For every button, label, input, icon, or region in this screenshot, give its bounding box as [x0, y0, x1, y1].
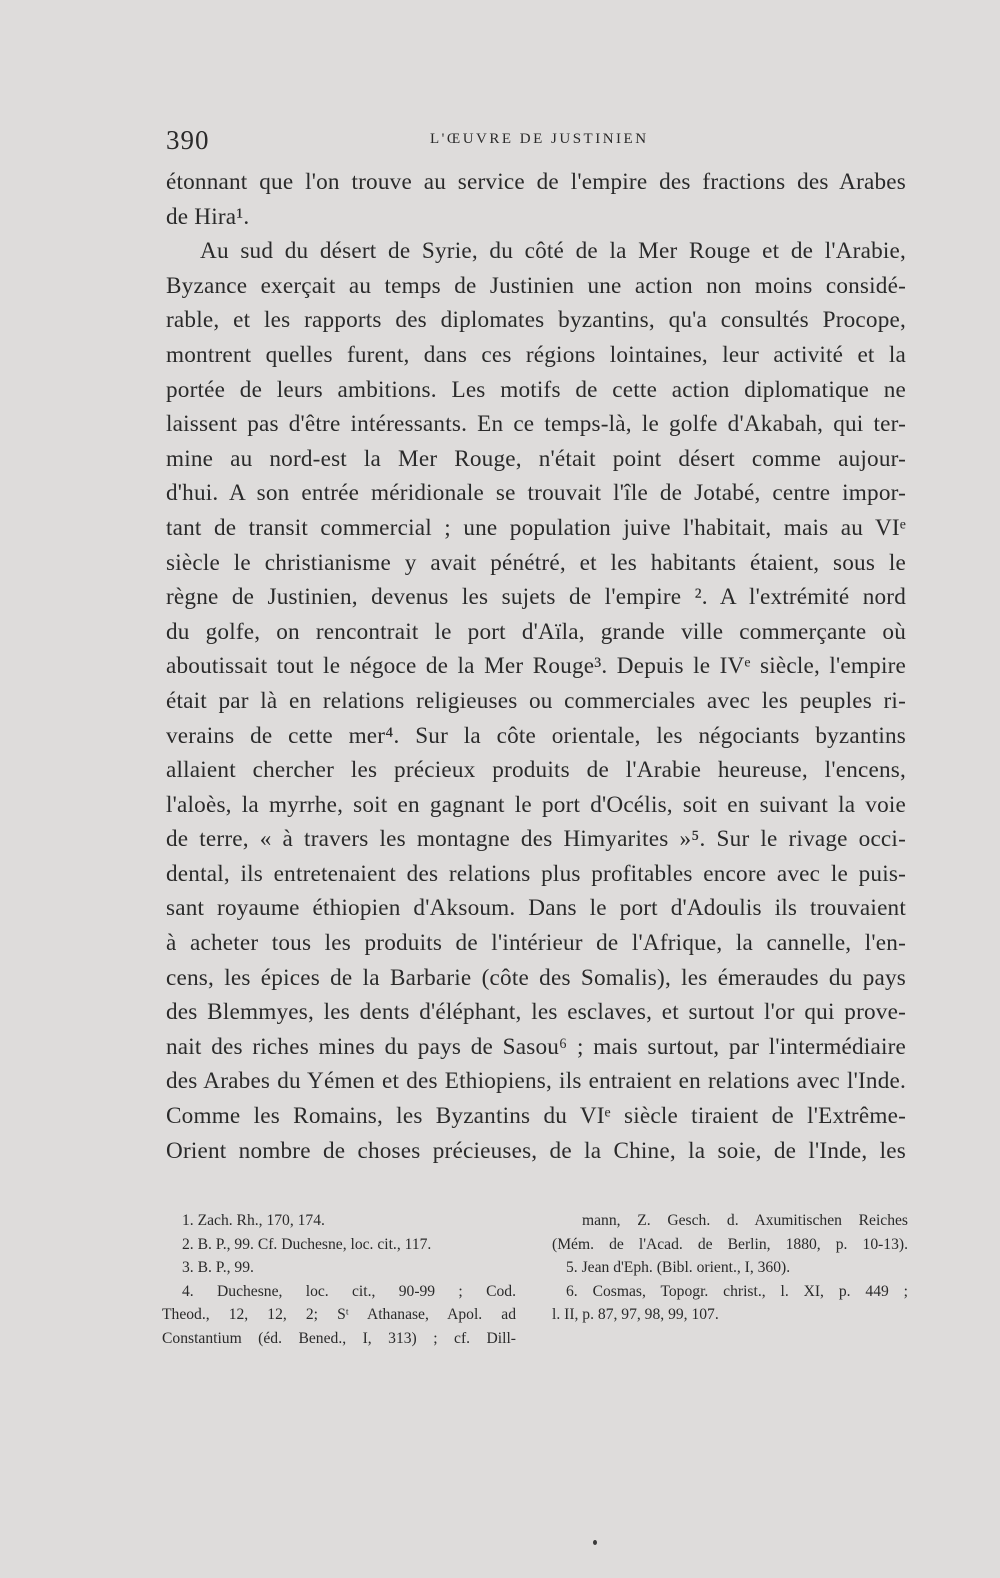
- body-line: laissent pas d'être intéressants. En ce temps-là, le golfe d'Akabah, qui ter-: [166, 411, 906, 438]
- body-text: [166, 165, 906, 1168]
- ink-speck: [593, 1540, 597, 1545]
- body-line: nait des riches mines du pays de Sasou⁶ ; mais surtout, par l'intermédiaire: [166, 1033, 906, 1060]
- footnote-line: 4. Duchesne, loc. cit., 90-99 ; Cod.: [182, 1282, 516, 1300]
- body-line: Au sud du désert de Syrie, du côté de la Mer Rouge et de l'Arabie,: [200, 238, 906, 265]
- body-line: mine au nord-est la Mer Rouge, n'était point désert comme aujour-: [166, 445, 906, 472]
- footnote-line: Constantium (éd. Bened., I, 313) ; cf. Dill-: [162, 1329, 516, 1347]
- body-line: de terre, « à travers les montagne des Himyarites »⁵. Sur le rivage occi-: [166, 826, 906, 853]
- footnote-line: 2. B. P., 99. Cf. Duchesne, loc. cit., 117.: [182, 1235, 432, 1253]
- body-line: verains de cette mer⁴. Sur la côte orientale, les négociants byzantins: [166, 722, 906, 749]
- footnote-line: 3. B. P., 99.: [182, 1259, 254, 1277]
- body-line: du golfe, on rencontrait le port d'Aïla, grande ville commerçante où: [166, 618, 906, 645]
- body-line: sant royaume éthiopien d'Aksoum. Dans le port d'Adoulis ils trouvaient: [166, 895, 906, 922]
- body-line: allaient chercher les précieux produits de l'Arabie heureuse, l'encens,: [166, 757, 906, 784]
- footnotes-left-column: [162, 1209, 516, 1351]
- body-line: était par là en relations religieuses ou commerciales avec les peuples ri-: [166, 687, 906, 714]
- body-line: siècle le christianisme y avait pénétré, et les habitants étaient, sous le: [166, 549, 906, 576]
- body-line: règne de Justinien, devenus les sujets de l'empire ². A l'extrémité nord: [166, 584, 906, 611]
- body-line: Comme les Romains, les Byzantins du VIᵉ siècle tiraient de l'Extrême-: [166, 1103, 906, 1130]
- body-line: rable, et les rapports des diplomates byzantins, qu'a consultés Procope,: [166, 307, 906, 334]
- body-line: des Blemmyes, les dents d'éléphant, les esclaves, et surtout l'or qui prove-: [166, 999, 906, 1026]
- page-number: 390: [166, 125, 210, 155]
- page-header: [166, 125, 906, 157]
- body-line: d'hui. A son entrée méridionale se trouvait l'île de Jotabé, centre impor-: [166, 480, 906, 507]
- body-line: cens, les épices de la Barbarie (côte des Somalis), les émeraudes du pays: [166, 964, 906, 991]
- body-line: de Hira¹.: [166, 203, 250, 230]
- footnote-line: l. II, p. 87, 97, 98, 99, 107.: [552, 1306, 719, 1324]
- footnote-line: 1. Zach. Rh., 170, 174.: [182, 1212, 325, 1229]
- body-line: aboutissait tout le négoce de la Mer Rouge³. Depuis le IVᵉ siècle, l'empire: [166, 653, 906, 680]
- running-head: L'ŒUVRE DE JUSTINIEN: [430, 131, 649, 147]
- footnote-line: mann, Z. Gesch. d. Axumitischen Reiches: [582, 1212, 908, 1229]
- body-line: dental, ils entretenaient des relations plus profitables encore avec le puis-: [166, 860, 906, 887]
- body-line: Orient nombre de choses précieuses, de la Chine, la soie, de l'Inde, les: [166, 1137, 906, 1164]
- body-line: étonnant que l'on trouve au service de l'empire des fractions des Arabes: [166, 169, 906, 195]
- footnote-line: 5. Jean d'Eph. (Bibl. orient., I, 360).: [566, 1259, 791, 1277]
- footnote-line: Theod., 12, 12, 2; Sᵗ Athanase, Apol. ad: [162, 1306, 516, 1324]
- body-line: portée de leurs ambitions. Les motifs de cette action diplomatique ne: [166, 376, 906, 403]
- body-line: Byzance exerçait au temps de Justinien une action non moins considé-: [166, 272, 906, 299]
- body-line: à acheter tous les produits de l'intérieur de l'Afrique, la cannelle, l'en-: [166, 930, 906, 957]
- body-line: tant de transit commercial ; une population juive l'habitait, mais au VIᵉ: [166, 514, 906, 541]
- footnote-line: 6. Cosmas, Topogr. christ., l. XI, p. 449 ;: [566, 1282, 908, 1300]
- body-line: l'aloès, la myrrhe, soit en gagnant le port d'Océlis, soit en suivant la voie: [166, 791, 906, 818]
- body-line: montrent quelles furent, dans ces régions lointaines, leur activité et la: [166, 341, 906, 368]
- body-line: des Arabes du Yémen et des Ethiopiens, ils entraient en relations avec l'Inde.: [166, 1068, 906, 1095]
- footnote-line: (Mém. de l'Acad. de Berlin, 1880, p. 10-13).: [552, 1235, 908, 1253]
- footnotes-right-column: [552, 1209, 908, 1327]
